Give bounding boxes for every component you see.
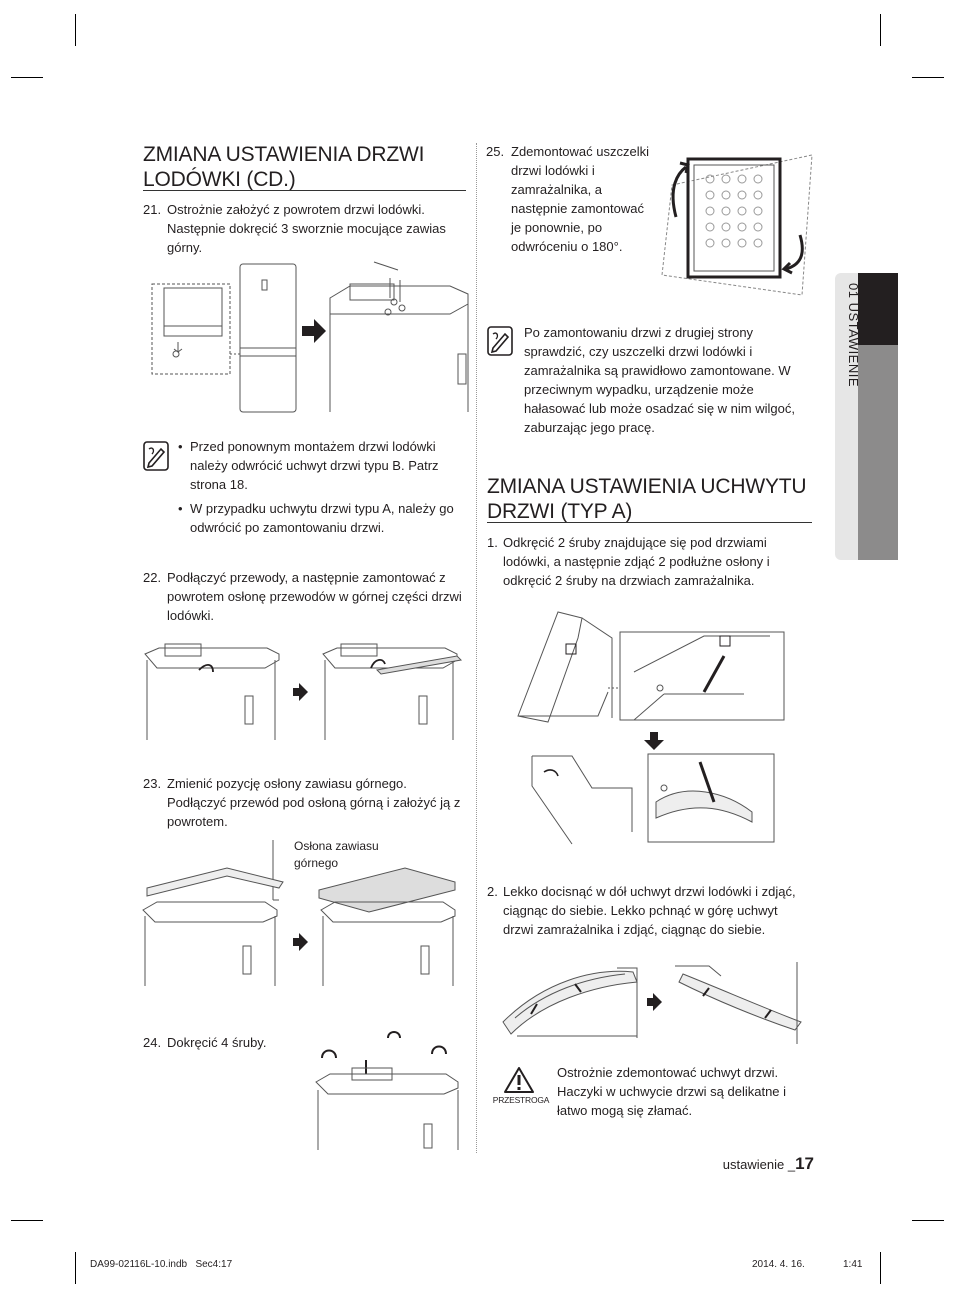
caution-label: PRZESTROGA	[492, 1095, 550, 1105]
page-number: 17	[795, 1154, 814, 1173]
step-text: Lekko docisnąć w dół uchwyt drzwi lodówki i zdjąć, ciągnąc do siebie. Lekko pchnąć w górę uchwyt drzwi zamrażalnika i zdjąć, ciągnąc do siebie.	[503, 884, 796, 937]
note-pencil-icon	[143, 441, 169, 471]
bullet-dot: •	[178, 439, 183, 454]
print-file-info: DA99-02116L-10.indb Sec4:17	[90, 1259, 233, 1270]
caution-triangle-icon	[503, 1066, 535, 1094]
title-rule	[487, 522, 812, 523]
side-tab-strip	[858, 345, 898, 560]
side-tab-label: 01 USTAWIENIE	[846, 283, 861, 388]
step-text: Podłączyć przewody, a następnie zamontować z powrotem osłonę przewodów w górnej części drzwi lodówki.	[167, 570, 462, 623]
step-number: 21.	[143, 202, 162, 217]
section-title	[143, 142, 473, 192]
section-title	[487, 474, 817, 524]
section-title-line: ZMIANA USTAWIENIA DRZWI	[143, 143, 425, 166]
print-date: 2014. 4. 16.	[752, 1259, 805, 1270]
crop-mark	[11, 77, 43, 78]
page-label: ustawienie _	[722, 1157, 796, 1172]
bullet-dot: •	[178, 501, 183, 516]
step-text: Zdemontować uszczelki drzwi lodówki i zamrażalnika, a następnie zamontować je ponownie, po odwróceniu o 180°.	[511, 144, 649, 254]
section-title-line: LODÓWKI (CD.)	[143, 168, 296, 191]
section-title-line: DRZWI (TYP A)	[487, 500, 633, 523]
crop-mark	[75, 14, 76, 46]
step-number: 25.	[486, 144, 505, 159]
figure-step22	[145, 640, 463, 740]
step-number: 24.	[143, 1035, 162, 1050]
step-text: Odkręcić 2 śruby znajdujące się pod drzwiami lodówki, a następnie zdjąć 2 podłużne osłony i odkręcić 2 śruby na drzwiach zamrażalnika.	[503, 535, 770, 588]
note-bullet-text: Przed ponownym montażem drzwi lodówki należy odwrócić uchwyt drzwi typu B. Patrz strona 18.	[190, 439, 439, 492]
note-pencil-icon	[487, 326, 513, 356]
crop-mark	[75, 1252, 76, 1284]
step-text: Zmienić pozycję osłony zawiasu górnego. Podłączyć przewód pod osłoną górną i założyć ją z powrotem.	[167, 776, 461, 829]
caution-text: Ostrożnie zdemontować uchwyt drzwi. Haczyki w uchwycie drzwi są delikatne i łatwo mogą się złamać.	[557, 1065, 787, 1118]
crop-mark	[912, 1220, 944, 1221]
page-footer	[680, 1153, 814, 1176]
section-title-line: ZMIANA USTAWIENIA UCHWYTU	[487, 475, 807, 498]
title-rule	[143, 190, 466, 191]
step-text: Ostrożnie założyć z powrotem drzwi lodówki. Następnie dokręcić 3 sworznie mocujące zawias górny.	[167, 202, 446, 255]
figure-step23	[143, 840, 463, 990]
print-time: 1:41	[843, 1259, 863, 1270]
callout-hinge-cover: Osłona zawiasu górnego	[294, 839, 379, 870]
step-number: 2.	[487, 884, 498, 899]
step-number: 22.	[143, 570, 162, 585]
side-tab-marker	[858, 273, 898, 345]
step-number: 1.	[487, 535, 498, 550]
figure-step2	[497, 962, 807, 1044]
crop-mark	[11, 1220, 43, 1221]
figure-step24	[312, 1030, 464, 1150]
column-divider	[476, 143, 477, 1153]
crop-mark	[880, 14, 881, 46]
note-text: Po zamontowaniu drzwi z drugiej strony sprawdzić, czy uszczelki drzwi lodówki i zamrażalnika są prawidłowo zamontowane. W przeciwnym wypadku, urządzenie może hałasować lub może osadzać się w nim wilgoć, zaburzając jego pracę.	[524, 325, 795, 435]
figure-step25	[662, 145, 814, 293]
note-bullet-text: W przypadku uchwytu drzwi typu A, należy go odwrócić po zamontowaniu drzwi.	[190, 501, 454, 535]
step-number: 23.	[143, 776, 162, 791]
crop-mark	[912, 77, 944, 78]
step-text: Dokręcić 4 śruby.	[167, 1035, 267, 1050]
figure-step1	[514, 612, 786, 844]
figure-step21	[150, 262, 470, 412]
crop-mark	[880, 1252, 881, 1284]
